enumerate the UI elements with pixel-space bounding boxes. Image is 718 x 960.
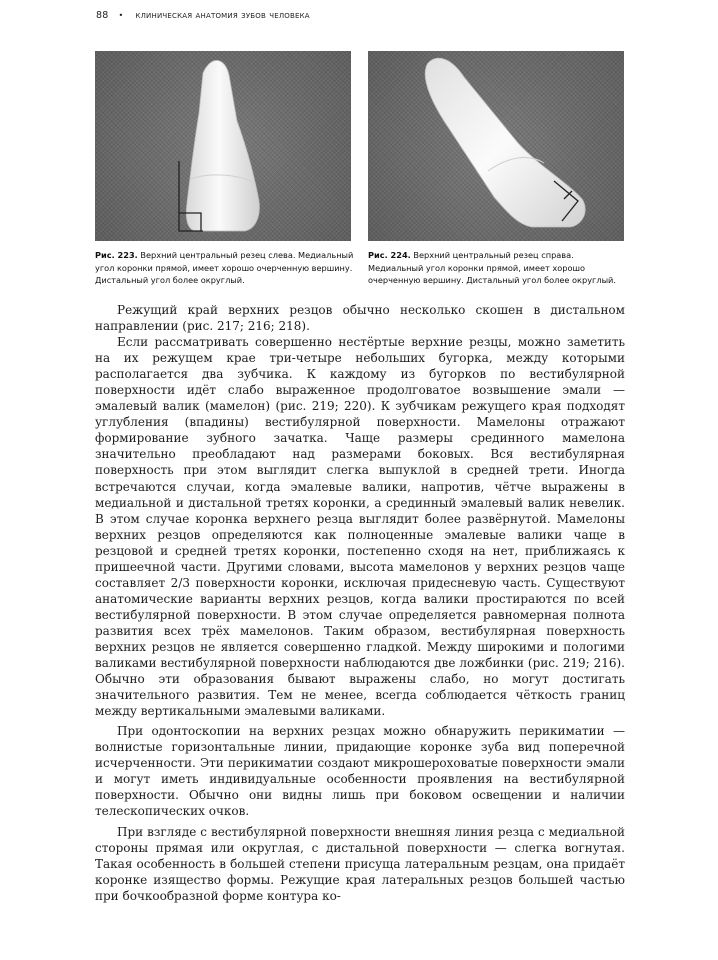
- figure-223-photo: [95, 51, 351, 241]
- main-text: [95, 302, 625, 904]
- figure-224-label: Рис. 224.: [368, 250, 411, 260]
- figure-224-text: Верхний центральный резец справа. Медиальный угол коронки прямой, имеет хорошо очерченную вершину. Дистальный угол более округлый.: [368, 250, 616, 285]
- figure-223-caption: [95, 249, 357, 287]
- book-title: клиническая анатомия зубов человека: [135, 10, 310, 21]
- running-header: [96, 10, 310, 21]
- paragraph: При одонтоскопии на верхних резцах можно обнаружить перикиматии — волнистые горизонтальные линии, придающие коронке зуба вид поперечной исчерченности. Эти перикиматии создают микрошероховатые поверхности эмали и могут иметь индивидуальные особенности проявления на вестибулярной поверхности. Обычно они видны лишь при боковом освещении и наличии телескопических очков.: [95, 724, 625, 819]
- paragraph: При взгляде с вестибулярной поверхности внешняя линия резца с медиальной стороны прямая или округлая, с дистальной поверхности — слегка вогнутая. Такая особенность в большей степени присуща латеральным резцам, она придаёт коронке изящество формы. Режущие края латеральных резцов большей частью при бочкообразной форме контура ко-: [95, 824, 625, 903]
- figure-224-photo: [368, 51, 624, 241]
- paragraph: Режущий край верхних резцов обычно несколько скошен в дистальном направлении (рис. 217; 216; 218).: [95, 303, 625, 334]
- tooth-right-illustration: [368, 51, 624, 241]
- figure-223-text: Верхний центральный резец слева. Медиальный угол коронки прямой, имеет хорошо очерченную вершину. Дистальный угол более округлый.: [95, 250, 354, 285]
- tooth-left-illustration: [95, 51, 351, 241]
- paragraph: Если рассматривать совершенно нестёртые верхние резцы, можно заметить на их режущем крае три-четыре небольших бугорка, между которыми располагается два зубчика. К каждому из бугорков по вестибулярной поверхности идёт слабо выраженное продолговатое возвышение эмали — эмалевый валик (мамелон) (рис. 219; 220). К зубчикам режущего края подходят углубления (впадины) вестибулярной поверхности. Мамелоны отражают формирование зубного зачатка. Чаще размеры срединного мамелона значительно преобладают над размерами боковых. Вся вестибулярная поверхность при этом выглядит слегка выпуклой в средней трети. Иногда встречаются случаи, когда эмалевые валики, напротив, чётче выражены в медиальной и дистальной третях коронки, а срединный эмалевый валик невелик. В этом случае коронка верхнего резца выглядит более развёрнутой. Мамелоны верхних резцов определяются как полноценные эмалевые валики чаще в резцовой и средней третях коронки, постепенно сходя на нет, приближаясь к пришеечной части. Другими словами, высота мамелонов у верхних резцов чаще составляет 2/3 поверхности коронки, исключая придесневую часть. Существуют анатомические варианты верхних резцов, когда валики простираются по всей вестибулярной поверхности. В этом случае определяется равномерная полнота развития всех трёх мамелонов. Таким образом, вестибулярная поверхность верхних резцов не является совершенно гладкой. Между широкими и пологими валиками вестибулярной поверхности наблюдаются две ложбинки (рис. 219; 216). Обычно эти образования бывают выражены слабо, но могут достигать значительного развития. Тем не менее, всегда соблюдается чёткость границ между вертикальными эмалевыми валиками.: [95, 335, 625, 719]
- page-number: 88: [96, 10, 109, 21]
- figure-224-caption: [368, 249, 630, 287]
- figure-223-label: Рис. 223.: [95, 250, 138, 260]
- header-bullet: •: [118, 11, 124, 20]
